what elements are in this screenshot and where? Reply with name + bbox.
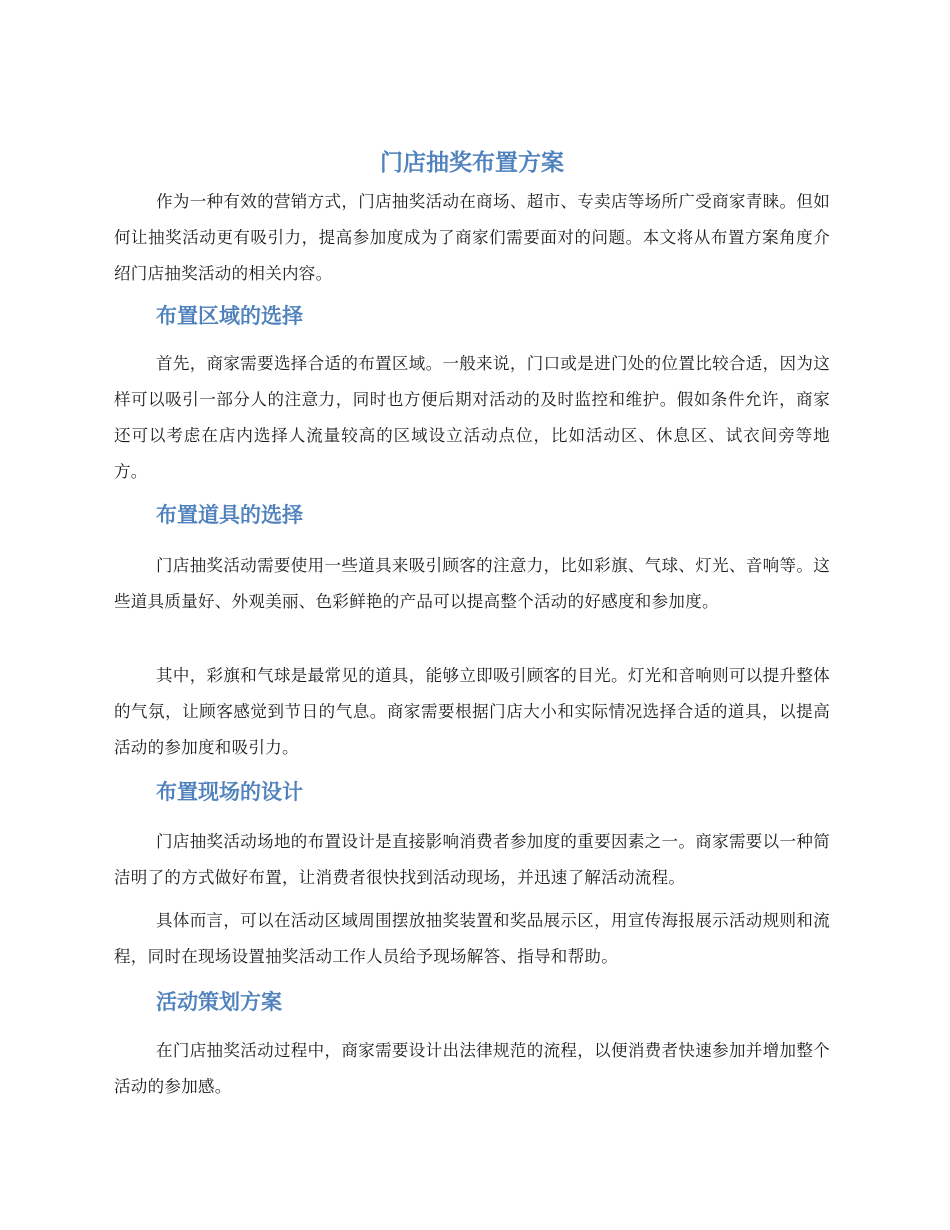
section-planning-paragraph: 在门店抽奖活动过程中，商家需要设计出法律规范的流程，以便消费者快速参加并增加整个活动的参加感。 [114, 1041, 830, 1096]
intro-paragraph: 作为一种有效的营销方式，门店抽奖活动在商场、超市、专卖店等场所广受商家青睐。但如何让抽奖活动更有吸引力，提高参加度成为了商家们需要面对的问题。本文将从布置方案角度介绍门店抽奖活动的相关内容。 [114, 192, 830, 283]
section-heading-design: 布置现场的设计 [156, 780, 303, 804]
section-design-paragraph-2: 具体而言，可以在活动区域周围摆放抽奖装置和奖品展示区，用宣传海报展示活动规则和流程，同时在现场设置抽奖活动工作人员给予现场解答、指导和帮助。 [114, 911, 830, 966]
section-design-paragraph-1: 门店抽奖活动场地的布置设计是直接影响消费者参加度的重要因素之一。商家需要以一种简洁明了的方式做好布置，让消费者很快找到活动现场，并迅速了解活动流程。 [114, 832, 830, 887]
section-heading-props: 布置道具的选择 [156, 503, 303, 527]
section-props-paragraph-2: 其中，彩旗和气球是最常见的道具，能够立即吸引顾客的目光。灯光和音响则可以提升整体的气氛，让顾客感觉到节日的气息。商家需要根据门店大小和实际情况选择合适的道具，以提高活动的参加度和吸引力。 [114, 666, 830, 757]
section-heading-planning: 活动策划方案 [156, 990, 282, 1014]
section-props-paragraph-1: 门店抽奖活动需要使用一些道具来吸引顾客的注意力，比如彩旗、气球、灯光、音响等。这些道具质量好、外观美丽、色彩鲜艳的产品可以提高整个活动的好感度和参加度。 [114, 556, 830, 611]
document-title: 门店抽奖布置方案 [380, 150, 564, 176]
section-area-paragraph: 首先，商家需要选择合适的布置区域。一般来说，门口或是进门处的位置比较合适，因为这样可以吸引一部分人的注意力，同时也方便后期对活动的及时监控和维护。假如条件允许，商家还可以考虑在店内选择人流量较高的区域设立活动点位，比如活动区、休息区、试衣间旁等地方。 [114, 354, 830, 481]
section-heading-area: 布置区域的选择 [156, 304, 303, 328]
